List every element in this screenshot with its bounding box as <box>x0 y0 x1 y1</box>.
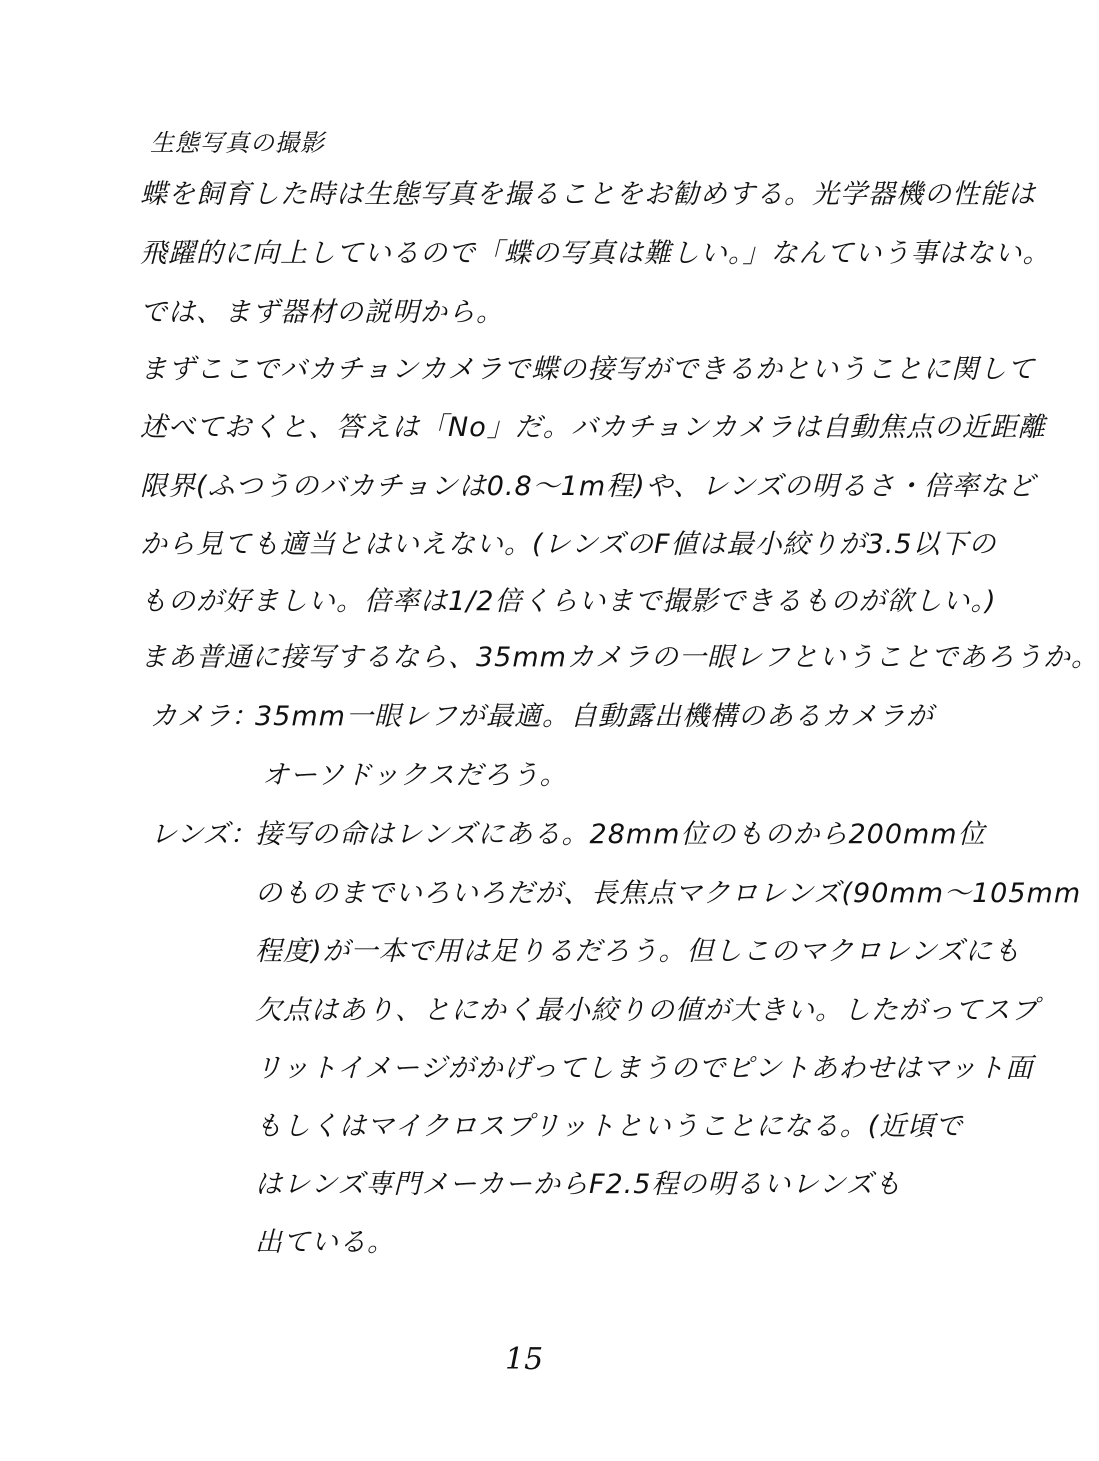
paragraph-line: では、まず器材の説明から。 <box>140 297 504 328</box>
lens-line: リットイメージがかげってしまうのでピントあわせはマット面 <box>255 1053 1034 1084</box>
lens-line: のものまでいろいろだが、長焦点マクロレンズ(90mm〜105mm <box>255 878 1082 909</box>
paragraph-line: から見ても適当とはいえない。(レンズのF値は最小絞りが3.5以下の <box>140 529 997 560</box>
page-number: 15 <box>505 1342 544 1377</box>
paragraph-line: 蝶を飼育した時は生態写真を撮ることをお勧めする。光学器機の性能は <box>140 179 1036 210</box>
lens-line: 出ている。 <box>255 1227 395 1258</box>
paragraph-line: まずここでバカチョンカメラで蝶の接写ができるかということに関して <box>140 354 1036 385</box>
lens-line: 欠点はあり、とにかく最小絞りの値が大きい。したがってスプ <box>255 995 1039 1026</box>
paragraph-line: まあ普通に接写するなら、35mmカメラの一眼レフということであろうか。 <box>140 642 1099 673</box>
lens-line: もしくはマイクロスプリットということになる。(近頃で <box>255 1111 964 1142</box>
camera-term: カメラ： <box>150 701 258 732</box>
camera-line: オーソドックスだろう。 <box>262 760 568 791</box>
lens-line: 程度)が一本で用は足りるだろう。但しこのマクロレンズにも <box>255 936 1022 967</box>
paragraph-line: 飛躍的に向上しているので「蝶の写真は難しい。」なんていう事はない。 <box>140 238 1051 269</box>
paragraph-line: 限界(ふつうのバカチョンは0.8〜1m程)や、レンズの明るさ・倍率など <box>140 471 1036 502</box>
lens-term: レンズ： <box>150 819 257 850</box>
lens-line: 接写の命はレンズにある。28mm位のものから200mm位 <box>255 819 986 850</box>
lens-line: はレンズ専門メーカーからF2.5程の明るいレンズも <box>255 1169 902 1200</box>
page-title: 生態写真の撮影 <box>150 129 325 157</box>
camera-line: 35mm一眼レフが最適。自動露出機構のあるカメラが <box>255 701 934 732</box>
paragraph-line: 述べておくと、答えは「No」だ。バカチョンカメラは自動焦点の近距離 <box>140 412 1046 443</box>
paragraph-line: ものが好ましい。倍率は1/2倍くらいまで撮影できるものが欲しい。) <box>140 586 997 617</box>
